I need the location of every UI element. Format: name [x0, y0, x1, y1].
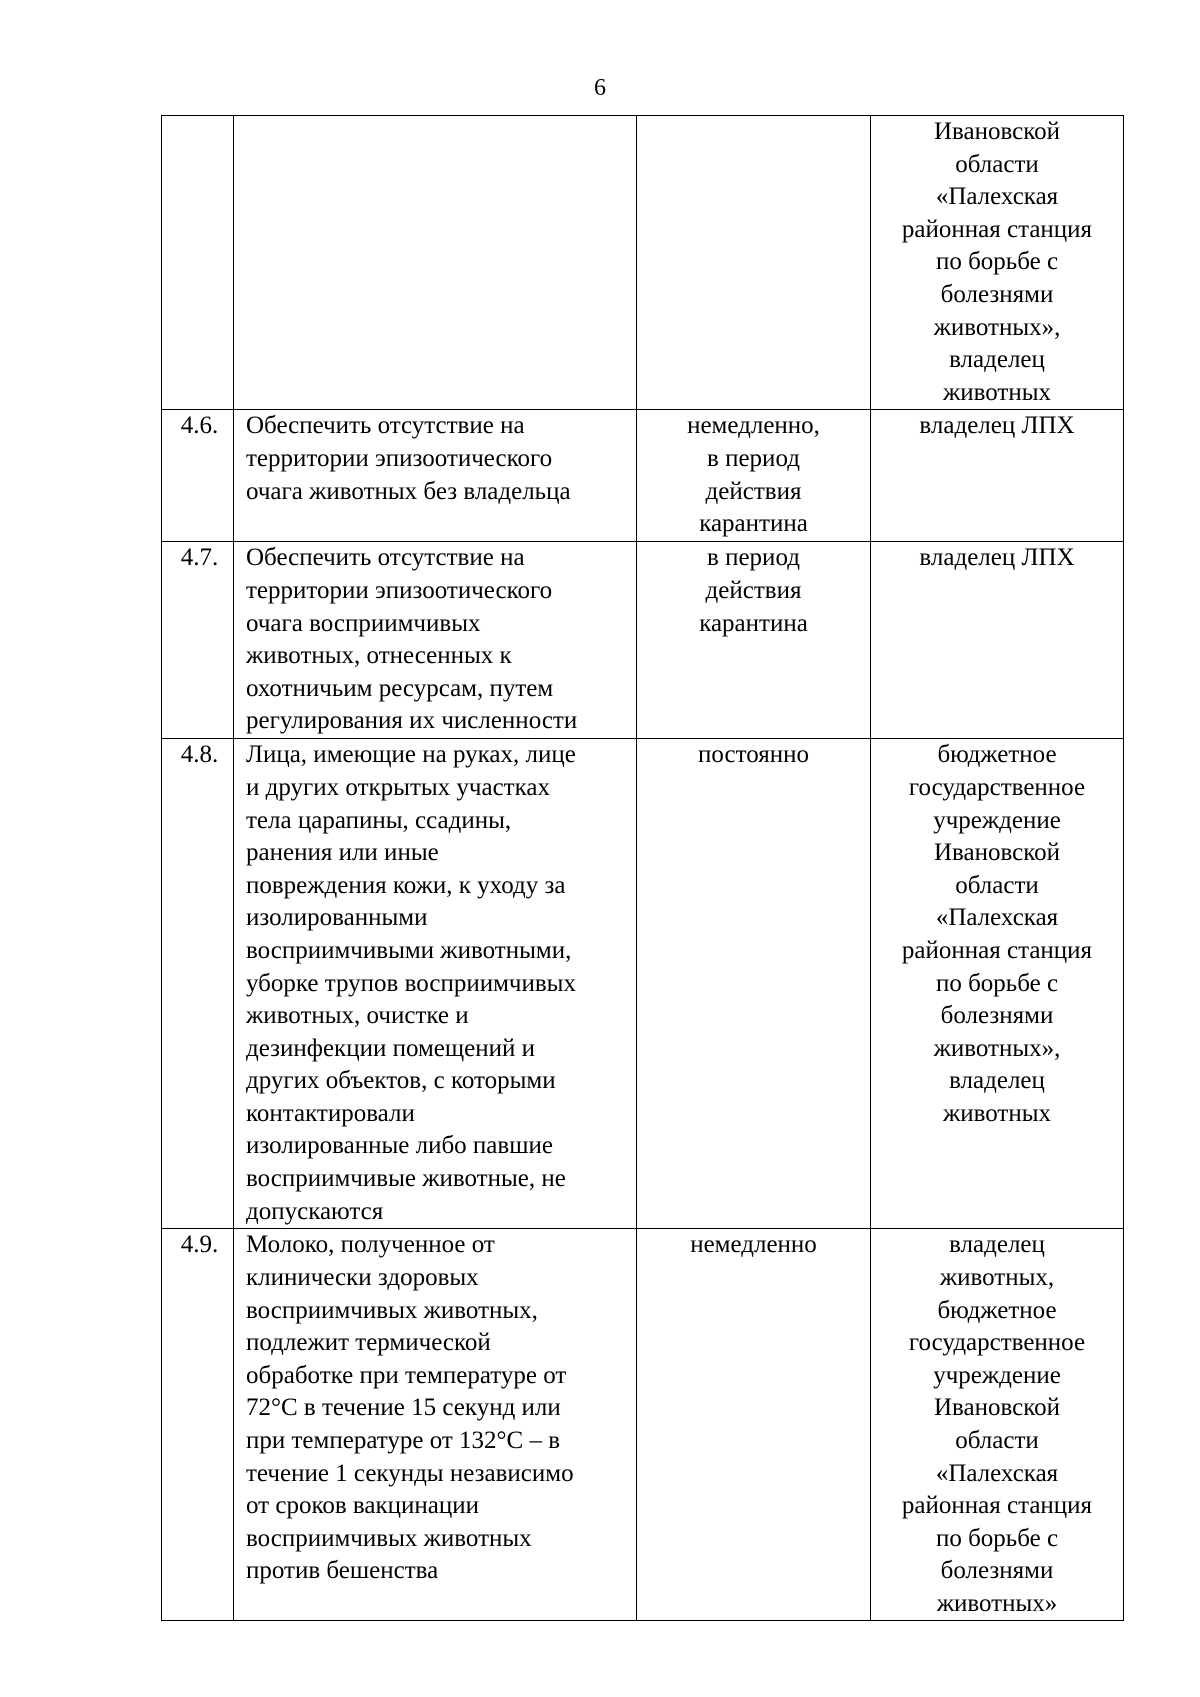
- cell-text-line: области: [955, 871, 1039, 899]
- row-number-cell: 4.9.: [162, 1229, 234, 1621]
- cell-text-line: контактировали: [246, 1099, 415, 1127]
- cell-text-line: владелец: [949, 346, 1045, 374]
- cell-text-line: животных, очистке и: [246, 1002, 469, 1030]
- cell-text-line: и других открытых участках: [246, 773, 550, 801]
- cell-text-line: бюджетное: [937, 1296, 1057, 1324]
- cell-text-line: клинически здоровых: [246, 1263, 479, 1291]
- cell-text-line: течение 1 секунды независимо: [246, 1459, 574, 1487]
- cell-text-line: владелец ЛПХ: [919, 412, 1075, 440]
- cell-text-line: повреждения кожи, к уходу за: [246, 871, 566, 899]
- cell-text-line: Ивановской: [933, 1394, 1060, 1422]
- cell-text-line: районная станция: [901, 1492, 1093, 1520]
- cell-text-line: восприимчивых животных,: [246, 1296, 538, 1324]
- table-row: [162, 1229, 1124, 1621]
- row-number-cell: 4.8.: [162, 739, 234, 1229]
- cell-text-line: болезнями: [940, 1557, 1054, 1585]
- cell-text-line: «Палехская: [935, 904, 1059, 932]
- cell-text-line: ранения или иные: [246, 839, 439, 867]
- cell-text-line: постоянно: [698, 741, 809, 769]
- cell-text-line: восприимчивыми животными,: [246, 936, 572, 964]
- table-row: [162, 410, 1124, 542]
- cell-text-line: государственное: [908, 1329, 1086, 1357]
- responsible-cell: [871, 1229, 1124, 1621]
- table-row: [162, 739, 1124, 1229]
- cell-text-line: при температуре от 132°С – в: [246, 1426, 561, 1454]
- cell-text-line: районная станция: [901, 936, 1093, 964]
- table-row: [162, 116, 1124, 410]
- cell-text-line: восприимчивые животные, не: [246, 1165, 566, 1193]
- cell-text-line: карантина: [699, 609, 808, 637]
- measures-table: [161, 115, 1124, 1621]
- cell-text-line: области: [955, 1426, 1039, 1454]
- cell-text-line: Обеспечить отсутствие на: [246, 412, 525, 440]
- cell-text-line: дезинфекции помещений и: [246, 1034, 536, 1062]
- page-number: 6: [594, 75, 606, 101]
- cell-text-line: территории эпизоотического: [246, 576, 553, 604]
- cell-text-line: по борьбе с: [935, 1524, 1059, 1552]
- cell-text-line: Лица, имеющие на руках, лице: [246, 741, 576, 769]
- cell-text-line: бюджетное: [937, 741, 1057, 769]
- cell-text-line: по борьбе с: [935, 248, 1059, 276]
- table-body: [162, 116, 1124, 1621]
- term-cell: [637, 410, 871, 542]
- cell-text-line: животных»,: [933, 313, 1061, 341]
- cell-text-line: обработке при температуре от: [246, 1361, 567, 1389]
- cell-text-line: болезнями: [940, 1002, 1054, 1030]
- cell-text-line: «Палехская: [935, 1459, 1059, 1487]
- cell-text-line: от сроков вакцинации: [246, 1492, 479, 1520]
- cell-text-line: владелец: [949, 1231, 1045, 1259]
- task-cell: [234, 410, 637, 542]
- cell-text-line: животных»,: [933, 1034, 1061, 1062]
- cell-text-line: болезнями: [940, 280, 1054, 308]
- cell-text-line: охотничьим ресурсам, путем: [246, 674, 554, 702]
- responsible-cell: [871, 410, 1124, 542]
- cell-text-line: животных»: [936, 1589, 1058, 1617]
- cell-text-line: районная станция: [901, 215, 1093, 243]
- responsible-cell: [871, 739, 1124, 1229]
- cell-text-line: подлежит термической: [246, 1329, 491, 1357]
- cell-text-line: действия: [705, 576, 802, 604]
- cell-text-line: по борьбе с: [935, 969, 1059, 997]
- term-cell: [637, 1229, 871, 1621]
- cell-text-line: «Палехская: [935, 183, 1059, 211]
- responsible-cell: [871, 542, 1124, 739]
- row-number-cell: 4.6.: [162, 410, 234, 542]
- cell-text-line: государственное: [908, 773, 1086, 801]
- cell-text-line: регулирования их численности: [246, 707, 578, 735]
- cell-text-line: изолированными: [246, 904, 428, 932]
- cell-text-line: в период: [707, 444, 800, 472]
- cell-text-line: животных: [942, 378, 1052, 406]
- cell-text-line: учреждение: [933, 1361, 1061, 1389]
- cell-text-line: животных, отнесенных к: [246, 642, 512, 670]
- cell-text-line: владелец: [949, 1067, 1045, 1095]
- task-cell: [234, 542, 637, 739]
- cell-text-line: области: [955, 150, 1039, 178]
- cell-text-line: очага животных без владельца: [246, 477, 571, 505]
- cell-text-line: изолированные либо павшие: [246, 1132, 553, 1160]
- cell-text-line: Молоко, полученное от: [246, 1231, 495, 1259]
- cell-text-line: допускаются: [246, 1197, 384, 1225]
- cell-text-line: немедленно,: [687, 412, 820, 440]
- task-cell: [234, 739, 637, 1229]
- cell-text-line: немедленно: [690, 1231, 817, 1259]
- cell-text-line: очага восприимчивых: [246, 609, 481, 637]
- cell-text-line: в период: [707, 544, 800, 572]
- row-number-cell: [162, 116, 234, 410]
- task-cell: [234, 116, 637, 410]
- cell-text-line: Ивановской: [933, 118, 1060, 145]
- term-cell: [637, 116, 871, 410]
- cell-text-line: восприимчивых животных: [246, 1524, 532, 1552]
- cell-text-line: против бешенства: [246, 1557, 439, 1585]
- term-cell: [637, 739, 871, 1229]
- cell-text-line: карантина: [699, 510, 808, 538]
- cell-text-line: владелец ЛПХ: [919, 544, 1075, 572]
- table-row: [162, 542, 1124, 739]
- cell-text-line: территории эпизоотического: [246, 444, 553, 472]
- cell-text-line: учреждение: [933, 806, 1061, 834]
- cell-text-line: уборке трупов восприимчивых: [246, 969, 576, 997]
- cell-text-line: других объектов, с которыми: [246, 1067, 556, 1095]
- row-number-cell: 4.7.: [162, 542, 234, 739]
- cell-text-line: животных: [942, 1099, 1052, 1127]
- cell-text-line: действия: [705, 477, 802, 505]
- cell-text-line: тела царапины, ссадины,: [246, 806, 512, 834]
- cell-text-line: 72°С в течение 15 секунд или: [246, 1394, 561, 1422]
- term-cell: [637, 542, 871, 739]
- cell-text-line: животных,: [939, 1263, 1055, 1291]
- cell-text-line: Ивановской: [933, 839, 1060, 867]
- task-cell: [234, 1229, 637, 1621]
- responsible-cell: [871, 116, 1124, 410]
- cell-text-line: Обеспечить отсутствие на: [246, 544, 525, 572]
